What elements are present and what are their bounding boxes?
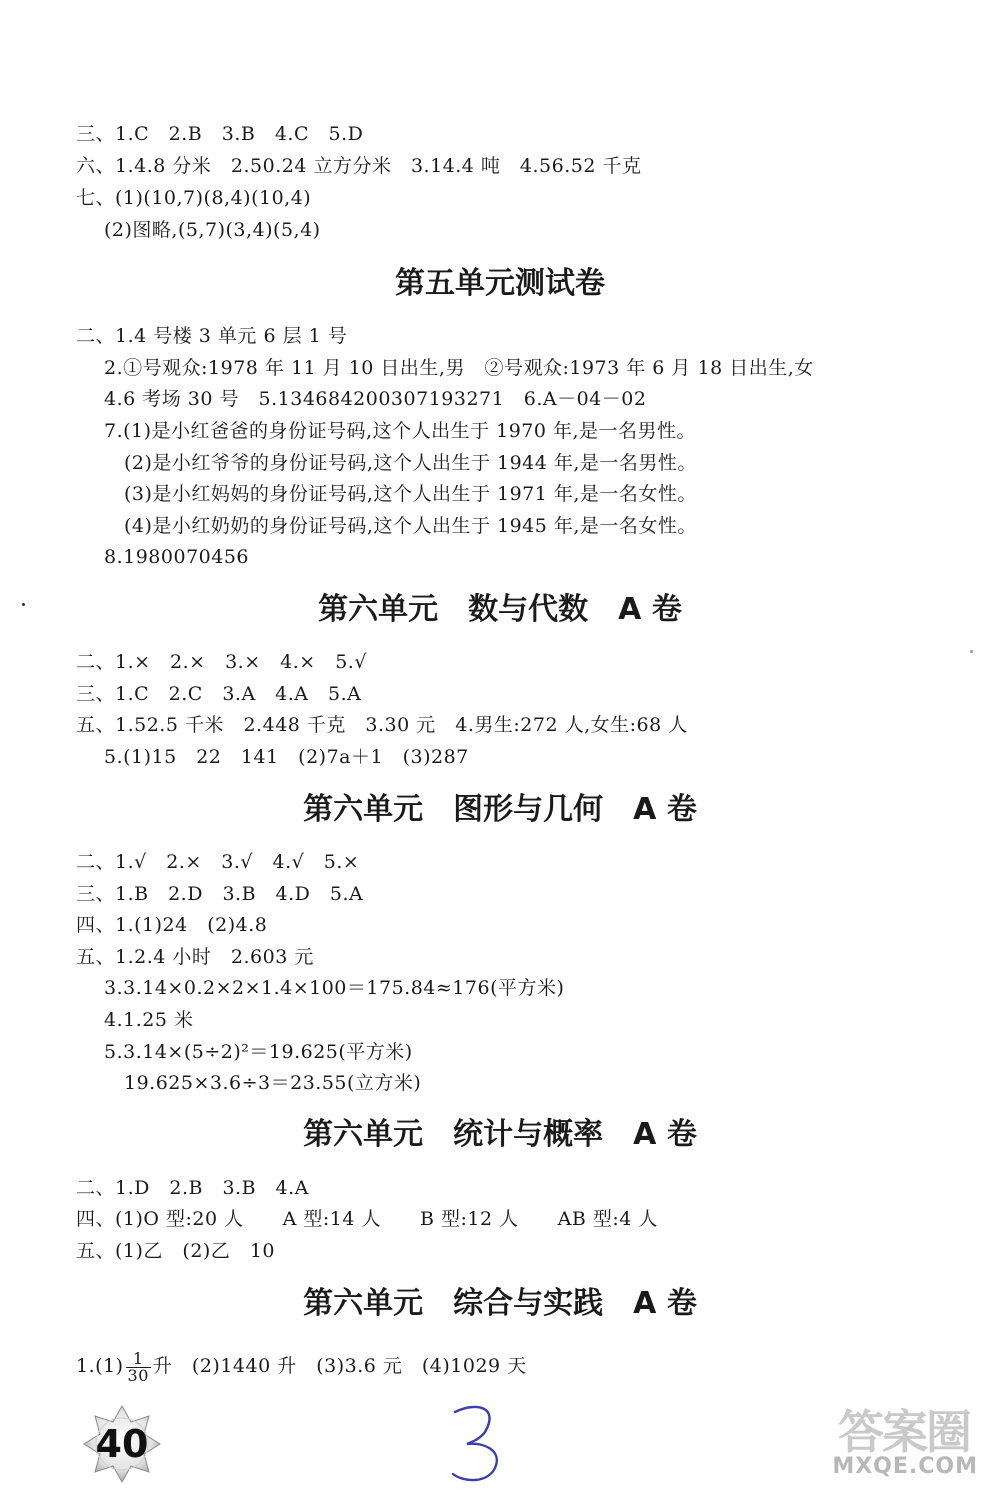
answer-line: 3.3.14×0.2×2×1.4×100＝175.84≈176(平方米) — [104, 977, 565, 999]
watermark-url: MXQE.COM — [832, 1454, 978, 1479]
answer-line: 二、1.√ 2.× 3.√ 4.√ 5.× — [76, 851, 360, 873]
answer-line: 4.1.25 米 — [104, 1009, 194, 1031]
answer-line: 四、(1)O 型:20 人 A 型:14 人 B 型:12 人 AB 型:4 人 — [76, 1208, 658, 1230]
fraction — [126, 1348, 151, 1385]
answer-line: 19.625×3.6÷3＝23.55(立方米) — [124, 1072, 422, 1094]
answer-line: 二、1.D 2.B 3.B 4.A — [76, 1177, 309, 1199]
answer-line: 六、1.4.8 分米 2.50.24 立方分米 3.14.4 吨 4.56.52 千克 — [76, 155, 642, 177]
fraction-numerator: 1 — [126, 1351, 151, 1368]
answer-line: 三、1.C 2.B 3.B 4.C 5.D — [76, 123, 364, 145]
answer-line: 四、1.(1)24 (2)4.8 — [76, 914, 268, 936]
answer-line: 七、(1)(10,7)(8,4)(10,4) — [76, 187, 312, 209]
answer-line: (2)图略,(5,7)(3,4)(5,4) — [104, 219, 321, 241]
fraction-denominator: 30 — [127, 1365, 149, 1385]
answer-line: 五、1.52.5 千米 2.448 千克 3.30 元 4.男生:272 人,女生:68 人 — [76, 714, 688, 736]
answer-line: 2.①号观众:1978 年 11 月 10 日出生,男 ②号观众:1973 年 6 月 18 日出生,女 — [104, 357, 814, 379]
answer-line: 五、(1)乙 (2)乙 10 — [76, 1240, 276, 1262]
answer-line: 5.3.14×(5÷2)²＝19.625(平方米) — [104, 1041, 413, 1063]
answer-prefix: 1.(1) — [76, 1355, 124, 1377]
answer-line: 三、1.B 2.D 3.B 4.D 5.A — [76, 883, 364, 905]
answer-line: 8.1980070456 — [104, 546, 250, 568]
answer-line: 5.(1)15 22 141 (2)7a＋1 (3)287 — [104, 746, 469, 768]
answer-line: 二、1.× 2.× 3.× 4.× 5.√ — [76, 651, 367, 673]
section-heading-algebra: 第六单元 数与代数 A 卷 — [318, 592, 682, 627]
answer-line: (3)是小红妈妈的身份证号码,这个人出生于 1971 年,是一名女性。 — [124, 483, 697, 505]
site-watermark — [788, 1396, 988, 1486]
page-number-badge — [82, 1404, 162, 1484]
watermark-logo: 答案圈 — [838, 1405, 970, 1459]
answer-line: 7.(1)是小红爸爸的身份证号码,这个人出生于 1970 年,是一名男性。 — [104, 420, 697, 442]
page-number: 40 — [95, 1422, 149, 1466]
answer-line-fraction — [76, 1346, 527, 1386]
section-heading-stats: 第六单元 统计与概率 A 卷 — [303, 1117, 697, 1152]
section-heading-unit5: 第五单元测试卷 — [395, 266, 605, 301]
section-heading-practice: 第六单元 综合与实践 A 卷 — [303, 1286, 697, 1321]
answer-line: 五、1.2.4 小时 2.603 元 — [76, 946, 314, 968]
answer-suffix: 升 (2)1440 升 (3)3.6 元 (4)1029 天 — [152, 1355, 527, 1377]
speck — [970, 650, 973, 653]
handwritten-mark-icon — [445, 1398, 515, 1488]
answer-line: (2)是小红爷爷的身份证号码,这个人出生于 1944 年,是一名男性。 — [124, 452, 697, 474]
answer-line: 三、1.C 2.C 3.A 4.A 5.A — [76, 683, 362, 705]
answer-line: 4.6 考场 30 号 5.134684200307193271 6.A－04－02 — [104, 388, 647, 410]
answer-line: (4)是小红奶奶的身份证号码,这个人出生于 1945 年,是一名女性。 — [124, 515, 697, 537]
answer-line: 二、1.4 号楼 3 单元 6 层 1 号 — [76, 325, 348, 347]
section-heading-geometry: 第六单元 图形与几何 A 卷 — [303, 792, 697, 827]
